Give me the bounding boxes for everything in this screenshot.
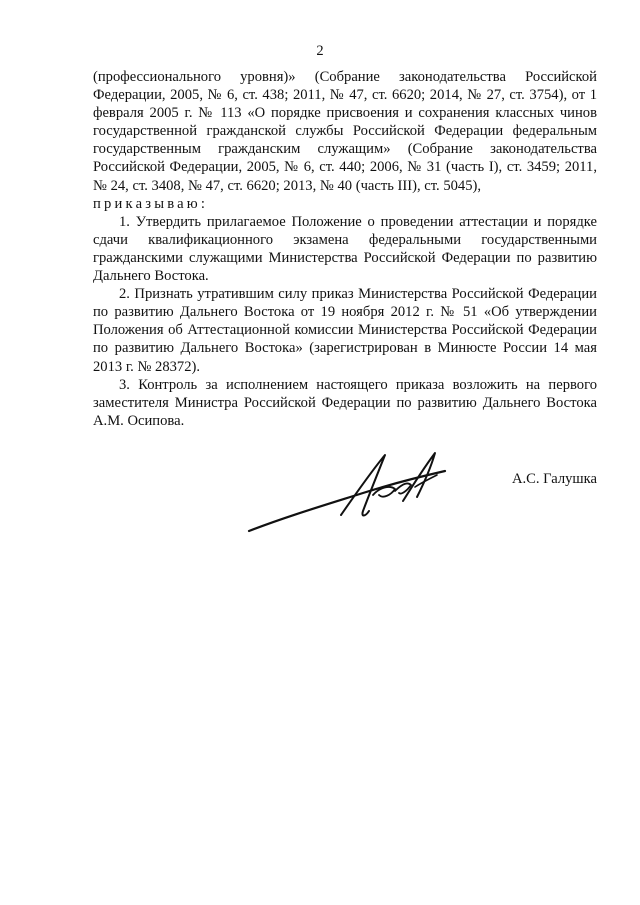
signer-name: А.С. Галушка	[511, 471, 597, 487]
handwritten-signature	[245, 445, 460, 540]
order-item-2: 2. Признать утратившим силу приказ Министерства Российской Федерации по развитию Дальнего Востока от 19 ноября 2012 г. № 51 «Об утверждении Положения об Аттестационной комиссии Министерства Российской Федерации по развитию Дальнего Востока» (зарегистрирован в Минюсте России 14 мая 2013 г. № 28372).	[93, 286, 597, 375]
order-item-1: 1. Утвердить прилагаемое Положение о проведении аттестации и порядке сдачи квалификационного экзамена федеральными государственными гражданскими служащими Министерства Российской Федерации по развитию Дальнего Востока.	[93, 213, 597, 285]
intro-paragraph: (профессионального уровня)» (Собрание законодательства Российской Федерации, 2005, № 6, ст. 438; 2011, № 47, ст. 6620; 2014, № 27, ст. 3754), от 1 февраля 2005 г. № 113 «О порядке присвоения и сохранения классных чинов государственной гражданской службы Российской Федерации федеральным государственным гражданским служащим» (Собрание законодательства Российской Федерации, 2005, № 6, ст. 440; 2006, № 31 (часть I), ст. 3459; 2011, № 24, ст. 3408, № 47, ст. 6620; 2013, № 40 (часть III), ст. 5045),	[93, 69, 597, 194]
page-number: 2	[316, 43, 324, 59]
order-item-3: 3. Контроль за исполнением настоящего приказа возложить на первого заместителя Министра Российской Федерации по развитию Дальнего Востока А.М. Осипова.	[93, 376, 597, 429]
prikaz-line: приказываю:	[93, 195, 209, 212]
document-body	[93, 68, 597, 430]
